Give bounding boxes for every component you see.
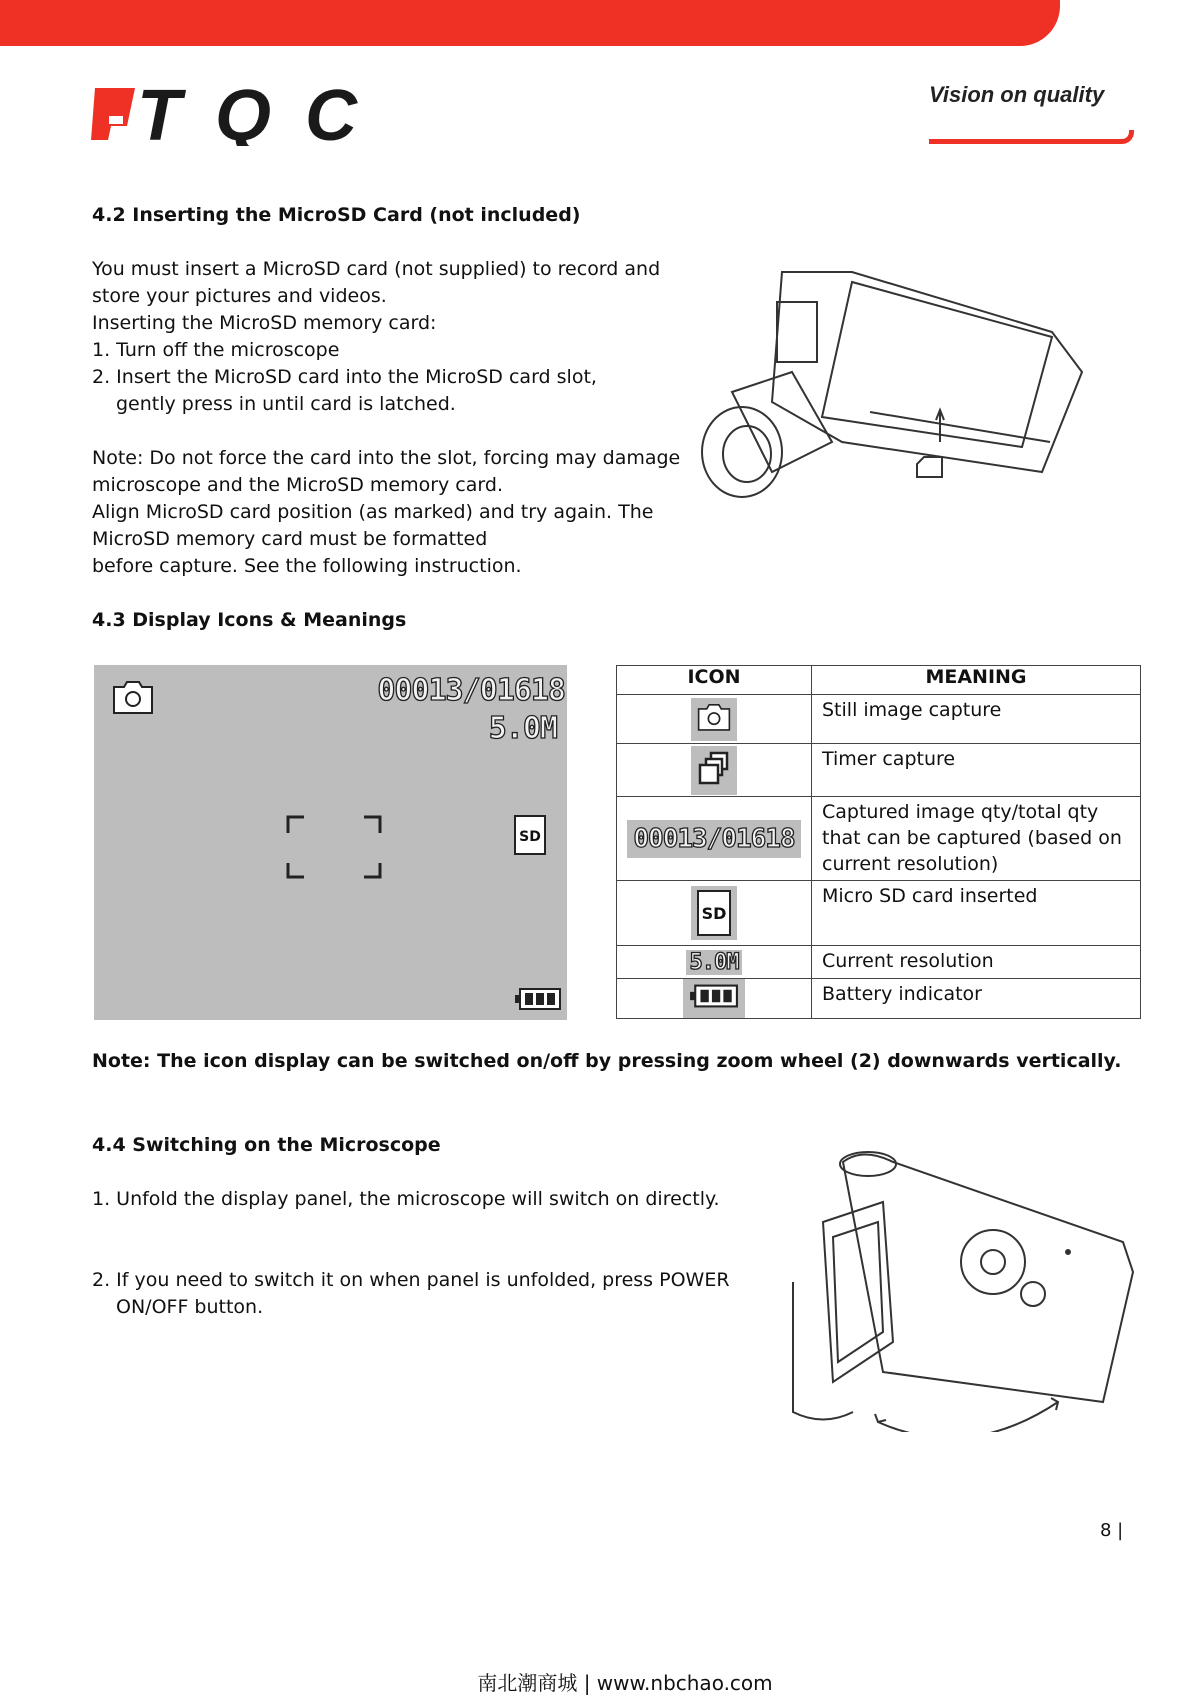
microscope-sd-insert-illustration	[692, 262, 1102, 516]
tagline: Vision on quality	[929, 82, 1134, 144]
image-counter: 00013/01618	[377, 673, 565, 708]
page-number: 8 |	[1100, 1520, 1124, 1541]
lcd-display-example	[94, 665, 567, 1020]
sd-card-icon: SD	[514, 815, 546, 855]
icon-display-note: Note: The icon display can be switched on/off by pressing zoom wheel (2) downwards vertically.	[92, 1050, 1122, 1072]
section-4-2-title: 4.2 Inserting the MicroSD Card (not included)	[92, 204, 581, 226]
timer-capture-icon	[691, 746, 737, 795]
sd-card-icon: SD	[691, 886, 737, 940]
header-red-bar	[0, 0, 1060, 46]
icon-meaning-table: ICON MEANING Still image capture Timer capture 00013/01618 Captured image qty/total qty that can be captured (based on current resolution) SD Micro SD card inserted 5.0M Current resolution Battery indicator	[616, 665, 1141, 1019]
microscope-unfold-illustration	[783, 1142, 1135, 1436]
battery-icon	[514, 987, 562, 1015]
focus-brackets-icon	[284, 815, 384, 884]
tqc-logo	[87, 82, 359, 150]
resolution-icon: 5.0M	[686, 950, 743, 975]
svg-text:TQC: TQC	[137, 82, 357, 146]
resolution: 5.0M	[488, 711, 557, 746]
camera-icon	[691, 698, 737, 741]
camera-icon	[112, 679, 154, 719]
section-4-4-title: 4.4 Switching on the Microscope	[92, 1134, 441, 1156]
battery-icon	[683, 979, 745, 1018]
section-4-3-title: 4.3 Display Icons & Meanings	[92, 609, 407, 631]
section-4-2-body: You must insert a MicroSD card (not supplied) to record and store your pictures and videos. Inserting the MicroSD memory card: 1. Turn off the microscope 2. Insert the MicroSD card into the MicroSD card slot, gently press in until card is latched. Note: Do not force the card into the slot, forcing may damage microscope and the MicroSD memory card. Align MicroSD card position (as marked) and try again. The MicroSD memory card must be formatted before capture. See the following instruction.	[92, 258, 681, 577]
footer-watermark: 南北潮商城 | www.nbchao.com	[477, 1671, 773, 1695]
image-counter-icon: 00013/01618	[627, 820, 800, 858]
